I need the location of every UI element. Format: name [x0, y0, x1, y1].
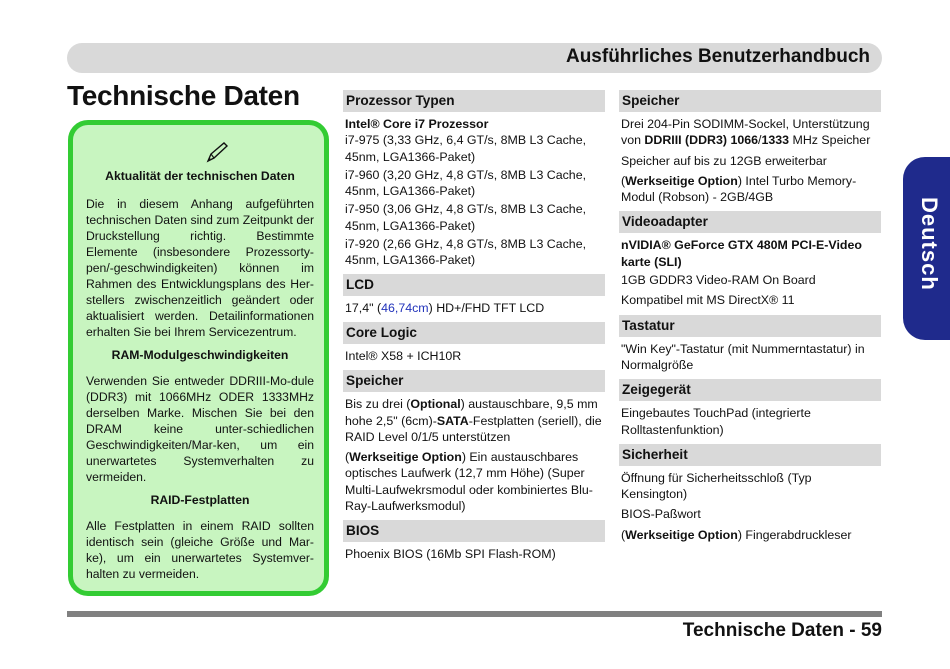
section-heading-processor: Prozessor Typen: [343, 90, 605, 112]
memory-text-1: [619, 116, 881, 149]
keyboard-text: "Win Key"-Tastatur (mit Nummerntastatur) in Normalgröße: [621, 341, 865, 372]
note-paragraph-specs: Die in diesem Anhang aufgeführten technischen Daten sind zum Zeitpunkt der Druckstellung richtig. Bestimmte Elemente (insbesondere Prozessorty-pen/-geschwindigkeiten) können im Rahmen des Entwicklungsplans des Her-stellers zwischenzeitlich geändert oder aktualisiert werden. Detailinformationen erhalten Sie bei Ihrem Servicezentrum.: [86, 197, 314, 339]
memory-factory-option: Werkseitige Option: [625, 173, 738, 188]
storage-text: ) austauschbare, 9,5 mm hohe 2,5" (6cm)-: [345, 397, 598, 428]
language-tab-label: Deutsch: [917, 197, 942, 291]
lcd-text: [343, 300, 605, 316]
memory-text-3: [619, 173, 881, 206]
section-heading-storage: Speicher: [343, 370, 605, 392]
section-heading-video: Videoadapter: [619, 211, 881, 233]
section-heading-bios: BIOS: [343, 520, 605, 542]
note-heading-ram: RAM-Modulgeschwindigkeiten: [111, 348, 289, 362]
memory-text: Drei 204-Pin SODIMM-Sockel, Unterstützung von: [621, 117, 870, 148]
storage-text-2: [343, 449, 605, 514]
lcd-size-cm: 46,74cm: [381, 300, 429, 315]
pointing-text: Eingebautes TouchPad (integrierte Rolltastenfunktion): [621, 406, 811, 437]
memory-text: (: [621, 173, 626, 188]
page-title: Technische Daten: [67, 80, 300, 111]
footer-bar: [67, 611, 882, 617]
footer-title: Technische Daten - 59: [682, 620, 882, 641]
storage-option: Optional: [410, 397, 461, 412]
video-text-2: Kompatibel mit MS DirectX® 11: [621, 293, 795, 308]
section-heading-keyboard: Tastatur: [619, 315, 881, 337]
memory-text: ) Intel Turbo Memory-Modul (Robson) - 2GB/4GB: [621, 173, 857, 205]
processor-item: i7-920 (2,66 GHz, 4,8 GT/s, 8MB L3 Cache, 45nm, LGA1366-Paket): [345, 237, 587, 268]
language-tab: [903, 157, 950, 340]
note-paragraph-raid: Alle Festplatten in einem RAID sollten identisch sein (gleiche Größe und Mar-ke), um ein unerwartetes Systemver-halten zu vermeiden.: [86, 519, 314, 581]
header-title: Ausführliches Benutzerhandbuch: [565, 46, 870, 67]
processor-subheading: Intel® Core i7 Prozessor: [345, 117, 489, 131]
video-subheading: nVIDIA® GeForce GTX 480M PCI-E-Video karte (SLI): [621, 238, 862, 269]
middle-column: [343, 90, 605, 567]
storage-sata: SATA: [436, 413, 469, 428]
right-column: [619, 90, 881, 547]
processor-item: i7-950 (3,06 GHz, 4,8 GT/s, 8MB L3 Cache, 45nm, LGA1366-Paket): [345, 202, 587, 233]
security-text-3: [619, 527, 881, 543]
security-text: ) Fingerabdruckleser: [737, 527, 852, 542]
processor-item: i7-975 (3,33 GHz, 6,4 GT/s, 8MB L3 Cache, 45nm, LGA1366-Paket): [345, 133, 587, 164]
bios-text: Phoenix BIOS (16Mb SPI Flash-ROM): [345, 547, 556, 562]
storage-text-1: [343, 396, 605, 445]
security-text-2: BIOS-Paßwort: [621, 507, 701, 522]
storage-factory-option: Werkseitige Option: [349, 450, 462, 465]
section-heading-memory: Speicher: [619, 90, 881, 112]
lcd-size: 17,4" (: [345, 300, 382, 315]
section-heading-pointing: Zeigegerät: [619, 379, 881, 401]
security-text: (: [621, 527, 626, 542]
security-factory-option: Werkseitige Option: [625, 527, 738, 542]
note-paragraph-ram: Verwenden Sie entweder DDRIII-Mo-dule (DDR3) mit 1066MHz ODER 1333MHz derselben Marke. Mischen Sie bei den DRAM keine unter-schiedlichen Geschwindigkeiten/Mar-ken, um ein unerwartetes Systemverhalten zu vermeiden.: [86, 374, 314, 484]
memory-1333: 1333: [761, 133, 790, 148]
memory-text-2: Speicher auf bis zu 12GB erweiterbar: [621, 153, 827, 168]
lcd-type: ) HD+/FHD TFT LCD: [428, 300, 545, 315]
note-box: [68, 120, 329, 596]
security-text-1: Öffnung für Sicherheitsschloß (Typ Kensington): [621, 470, 812, 502]
memory-ddr3: DDRIII (DDR3) 1066: [644, 133, 759, 148]
section-heading-lcd: LCD: [343, 274, 605, 296]
storage-text: ) Ein austauschbares optisches Laufwerk (12,7 mm Höhe) (Super Multi-Laufwekrsmodul oder kombiniertes Blu-Ray-Laufwerksmodul): [345, 450, 593, 514]
pen-icon: [205, 141, 231, 163]
memory-slash: /: [758, 133, 762, 148]
storage-text: Bis zu drei (: [345, 397, 411, 412]
note-heading-specs: Aktualität der technischen Daten: [105, 169, 295, 183]
storage-text: (: [345, 450, 350, 465]
processor-item: i7-960 (3,20 GHz, 4,8 GT/s, 8MB L3 Cache, 45nm, LGA1366-Paket): [345, 167, 587, 199]
note-content: [86, 169, 314, 582]
header-bar: [67, 43, 882, 73]
storage-text: -Festplatten (seriell), die RAID Level 0/1/5 unterstützen: [345, 413, 602, 444]
section-heading-security: Sicherheit: [619, 444, 881, 466]
core-logic-text: Intel® X58 + ICH10R: [345, 348, 462, 363]
section-heading-core-logic: Core Logic: [343, 322, 605, 344]
note-heading-raid: RAID-Festplatten: [150, 493, 250, 507]
video-text-1: 1GB GDDR3 Video-RAM On Board: [621, 273, 816, 288]
memory-text: MHz Speicher: [789, 133, 871, 148]
